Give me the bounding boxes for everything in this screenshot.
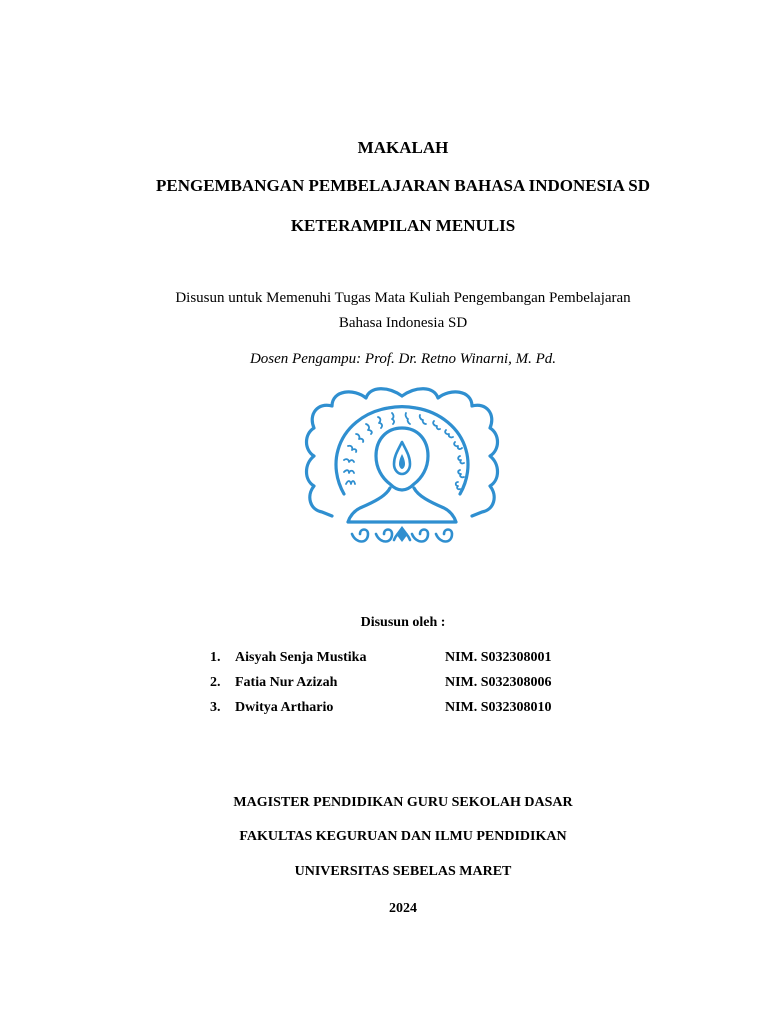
author-nim: NIM. S032308001 <box>445 650 552 665</box>
author-name: Dwitya Arthario <box>235 700 334 715</box>
author-nim: NIM. S032308010 <box>445 700 552 715</box>
purpose-line-2: Bahasa Indonesia SD <box>338 315 468 331</box>
lecturer-line: Dosen Pengampu: Prof. Dr. Retno Winarni, M. Pd. <box>249 351 557 367</box>
author-number: 2. <box>210 675 221 690</box>
author-list <box>210 650 610 725</box>
logo-motto-script <box>344 413 464 489</box>
author-number: 1. <box>210 650 221 665</box>
author-row <box>210 675 610 700</box>
university-name: UNIVERSITAS SEBELAS MARET <box>294 864 512 879</box>
course-title: PENGEMBANGAN PEMBELAJARAN BAHASA INDONESIA SD <box>155 176 650 195</box>
author-number: 3. <box>210 700 221 715</box>
author-row <box>210 700 610 725</box>
purpose-line-1: Disusun untuk Memenuhi Tugas Mata Kuliah Pengembangan Pembelajaran <box>175 290 631 306</box>
topic-title: KETERAMPILAN MENULIS <box>290 216 516 235</box>
author-nim: NIM. S032308006 <box>445 675 552 690</box>
logo-shoulders <box>348 488 456 522</box>
program-name: MAGISTER PENDIDIKAN GURU SEKOLAH DASAR <box>233 795 573 810</box>
university-logo <box>302 384 502 564</box>
author-name: Aisyah Senja Mustika <box>235 650 367 665</box>
year: 2024 <box>389 901 417 916</box>
faculty-name: FAKULTAS KEGURUAN DAN ILMU PENDIDIKAN <box>239 829 567 844</box>
document-type-title: MAKALAH <box>357 138 449 157</box>
composed-by-label: Disusun oleh : <box>360 615 446 630</box>
author-name: Fatia Nur Azizah <box>235 675 338 690</box>
author-row <box>210 650 610 675</box>
